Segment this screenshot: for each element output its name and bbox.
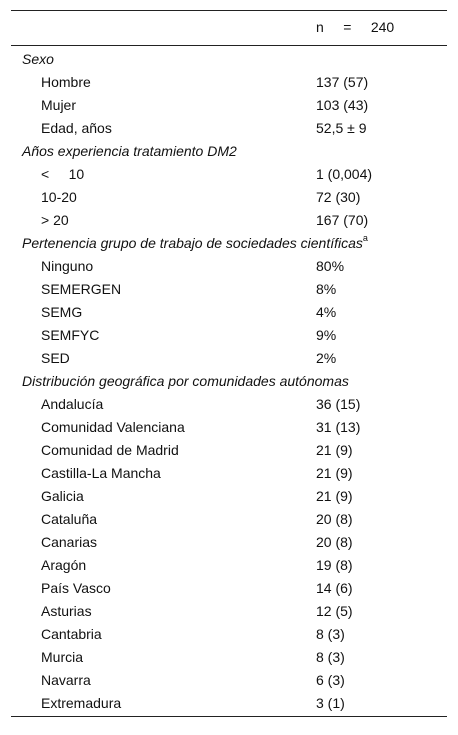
row-value: 21 (9) [316, 465, 353, 481]
row-value: 137 (57) [316, 74, 369, 90]
row-value: 8 (3) [316, 649, 345, 665]
row-value: 103 (43) [316, 97, 369, 113]
table-row [11, 485, 447, 508]
row-label: País Vasco [41, 580, 111, 596]
table-row [11, 692, 447, 715]
table-row [11, 186, 447, 209]
row-value: 12 (5) [316, 603, 353, 619]
table-row [11, 278, 447, 301]
row-value: 36 (15) [316, 396, 361, 412]
row-value: 1 (0,004) [316, 166, 373, 182]
row-value: 4% [316, 304, 337, 320]
table-row [11, 209, 447, 232]
section-title [22, 232, 368, 255]
row-label: Canarias [41, 534, 98, 550]
table-body [11, 46, 447, 715]
row-label: Aragón [41, 557, 87, 573]
table-row [11, 163, 447, 186]
table-row [11, 393, 447, 416]
row-value: 31 (13) [316, 419, 361, 435]
table-row [11, 669, 447, 692]
row-value: 14 (6) [316, 580, 353, 596]
section-title-text: Años experiencia tratamiento DM2 [22, 143, 237, 159]
row-label: 10-20 [41, 189, 77, 205]
table-header-row [11, 11, 447, 45]
section-header [11, 370, 447, 393]
table-bottom-rule [11, 716, 447, 717]
sample-size-header: n = 240 [316, 19, 395, 35]
row-value: 9% [316, 327, 337, 343]
table-row [11, 462, 447, 485]
section-title-text: Distribución geográfica por comunidades autónomas [22, 373, 349, 389]
row-label: Hombre [41, 74, 91, 90]
table-row [11, 554, 447, 577]
table-row [11, 646, 447, 669]
data-table [11, 10, 447, 717]
section-title [22, 48, 54, 71]
row-value: 8 (3) [316, 626, 345, 642]
table-row [11, 347, 447, 370]
row-label: Ninguno [41, 258, 94, 274]
table-row [11, 301, 447, 324]
row-label: Cataluña [41, 511, 98, 527]
row-label: SEMG [41, 304, 83, 320]
section-title [22, 140, 237, 163]
table-row [11, 71, 447, 94]
row-label: < 10 [41, 166, 85, 182]
row-label: Edad, años [41, 120, 112, 136]
table-row [11, 439, 447, 462]
section-header [11, 140, 447, 163]
row-label: Asturias [41, 603, 92, 619]
row-label: SEMFYC [41, 327, 100, 343]
row-value: 20 (8) [316, 534, 353, 550]
row-value: 21 (9) [316, 488, 353, 504]
section-header [11, 232, 447, 255]
row-label: Extremadura [41, 695, 122, 711]
section-title-text: Sexo [22, 51, 54, 67]
section-title [22, 370, 349, 393]
table-row [11, 577, 447, 600]
row-label: Castilla-La Mancha [41, 465, 161, 481]
table-row [11, 255, 447, 278]
row-label: Murcia [41, 649, 84, 665]
row-label: Navarra [41, 672, 91, 688]
row-value: 80% [316, 258, 345, 274]
row-label: Comunidad de Madrid [41, 442, 179, 458]
row-value: 8% [316, 281, 337, 297]
row-value: 3 (1) [316, 695, 345, 711]
row-value: 52,5 ± 9 [316, 120, 367, 136]
table-row [11, 94, 447, 117]
row-label: Mujer [41, 97, 77, 113]
row-label: Galicia [41, 488, 84, 504]
row-value: 2% [316, 350, 337, 366]
row-value: 20 (8) [316, 511, 353, 527]
row-label: Comunidad Valenciana [41, 419, 185, 435]
row-label: Cantabria [41, 626, 102, 642]
table-row [11, 416, 447, 439]
section-title-text: Pertenencia grupo de trabajo de sociedades científicas [22, 235, 363, 251]
row-label: SED [41, 350, 70, 366]
table-row [11, 623, 447, 646]
row-value: 167 (70) [316, 212, 369, 228]
row-value: 21 (9) [316, 442, 353, 458]
table-row [11, 531, 447, 554]
table-row [11, 117, 447, 140]
row-value: 6 (3) [316, 672, 345, 688]
row-label: > 20 [41, 212, 69, 228]
table-row [11, 324, 447, 347]
row-label: Andalucía [41, 396, 104, 412]
table-row [11, 600, 447, 623]
footnote-marker: a [362, 233, 368, 243]
row-label: SEMERGEN [41, 281, 122, 297]
section-header [11, 48, 447, 71]
row-value: 72 (30) [316, 189, 361, 205]
table-row [11, 508, 447, 531]
row-value: 19 (8) [316, 557, 353, 573]
